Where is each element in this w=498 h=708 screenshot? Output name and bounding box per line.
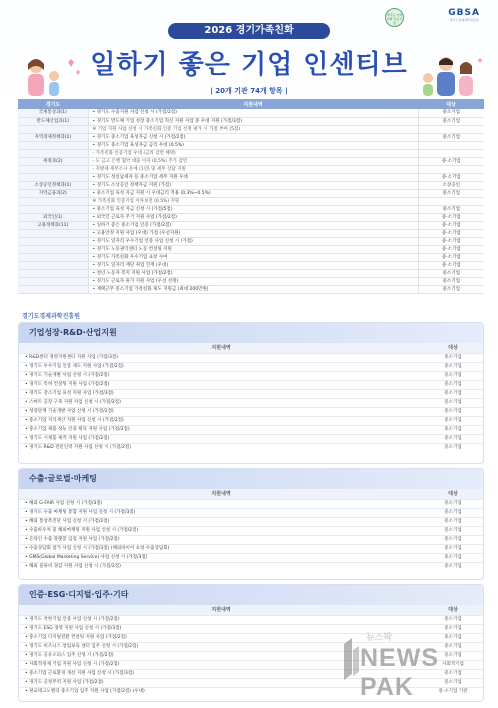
item-text: • 경기도 공정무역 지원 사업 (가점/2점) bbox=[25, 680, 104, 685]
list-item bbox=[19, 398, 483, 407]
row-item: • 외국인 근로자 주거 지원 사업 (가점/2점) bbox=[88, 213, 418, 221]
item-target: 중소기업 bbox=[444, 436, 462, 441]
family-illustration-right bbox=[408, 52, 488, 102]
item-text: • 경기도 수출 마케팅 통합 지원 사업 신청 시 (가점/3점) bbox=[25, 510, 136, 515]
list-item bbox=[19, 615, 483, 624]
row-agency bbox=[18, 277, 88, 285]
row-agency bbox=[18, 141, 88, 149]
row-target: 중·소기업 bbox=[418, 261, 484, 269]
list-item bbox=[19, 526, 483, 535]
row-target: 중소기업 bbox=[418, 269, 484, 277]
col-item: 지원내역 bbox=[211, 607, 231, 613]
panel-col-header bbox=[19, 343, 483, 353]
list-item bbox=[19, 508, 483, 517]
table-row bbox=[18, 165, 484, 173]
row-target bbox=[418, 125, 484, 133]
panel-rnd bbox=[18, 322, 484, 464]
list-item bbox=[19, 362, 483, 371]
row-item: • 일하기 좋은 중소기업 인증 (가점/2점) bbox=[88, 221, 418, 229]
row-agency bbox=[18, 173, 88, 181]
item-text: • 경기도 공유오피스 입주 신청 시 (가점/2점) bbox=[25, 653, 114, 658]
table-row bbox=[18, 197, 484, 205]
newspak-watermark bbox=[342, 626, 492, 701]
item-text: • 판교테크노밸리 중소기업 입주 지원 사업 (가점/2점) (우대) bbox=[25, 689, 145, 694]
panel-col-header bbox=[19, 605, 483, 615]
row-agency bbox=[18, 261, 88, 269]
row-item: • 중소기업 육성 자금 지원 시 우대금리 적용 (0.3%~0.5%) bbox=[88, 189, 418, 197]
list-item bbox=[19, 407, 483, 416]
row-item: - 가족친화 인증기업 우대 (금리 감면 혜택) bbox=[88, 149, 418, 157]
item-target: 중소기업 bbox=[444, 391, 462, 396]
list-item bbox=[19, 425, 483, 434]
row-item: • 경기도 중소기업 육성자금 신청 시 (가점/2점) bbox=[88, 133, 418, 141]
row-agency bbox=[18, 285, 88, 293]
family-illustration-left bbox=[18, 52, 88, 102]
row-agency bbox=[18, 165, 88, 173]
list-item bbox=[19, 443, 483, 452]
row-item: • 청년 노동자 복지 지원 사업 (가점/2점) bbox=[88, 269, 418, 277]
table-row bbox=[18, 149, 484, 157]
item-target: 중소기업 bbox=[444, 671, 462, 676]
row-item: • 경기도 근로자 휴가 지원 사업 (우선 선정) bbox=[88, 277, 418, 285]
item-target: 중소기업 bbox=[444, 418, 462, 423]
list-item bbox=[19, 353, 483, 362]
col-item: 지원내역 bbox=[211, 345, 231, 351]
table-row bbox=[18, 181, 484, 189]
row-target: 중·소기업 bbox=[418, 245, 484, 253]
table-row bbox=[18, 133, 484, 141]
row-target bbox=[418, 165, 484, 173]
item-text: • 성장단계 기술개발 사업 신청 시 (가점/2점) bbox=[25, 409, 114, 414]
row-agency bbox=[18, 149, 88, 157]
item-target: 중소기업 bbox=[444, 382, 462, 387]
row-target: 중소기업 bbox=[418, 189, 484, 197]
list-item bbox=[19, 416, 483, 425]
item-text: • 스마트 공장 구축 지원 사업 신청 시 (가점/2점) bbox=[25, 400, 121, 405]
table-row bbox=[18, 189, 484, 197]
item-target: 중소기업 bbox=[444, 635, 462, 640]
table-row bbox=[18, 157, 484, 165]
row-item: • 경기도 일자리 재단 취업 연계 (우대) bbox=[88, 261, 418, 269]
row-target: 중·소기업 bbox=[418, 253, 484, 261]
row-agency: 소상공인정책과(1) bbox=[18, 181, 88, 189]
item-text: • 경기도 ESG 경영 지원 사업 신청 시 (가점/3점) bbox=[25, 626, 122, 631]
row-target: 중소기업 bbox=[418, 117, 484, 125]
item-text: • 경기도 우수기업 인증 제도 지원 사업 (가점/2점) bbox=[25, 364, 124, 369]
row-target: 중소기업 bbox=[418, 133, 484, 141]
row-target: 중소기업 bbox=[418, 205, 484, 213]
item-text: • 경기도 강소기업 육성 지원 사업 (가점/3점) bbox=[25, 391, 114, 396]
row-item: • 경기도 가족친화 우수기업 표창 수여 bbox=[88, 253, 418, 261]
agency-label: 경기도경제과학진흥원 bbox=[22, 313, 80, 320]
item-text: • 해외 G-FAIR 사업 신청 시 (가점/3점) bbox=[25, 501, 103, 506]
item-target: 중소기업 bbox=[444, 644, 462, 649]
row-agency: 반도체산업과(1) bbox=[18, 117, 88, 125]
row-item: • 경기도 노동권익센터 노동 컨설팅 지원 bbox=[88, 245, 418, 253]
item-target: 사회적기업 bbox=[442, 662, 464, 667]
col-header-target: 대상 bbox=[418, 99, 484, 109]
gbsa-logo bbox=[448, 8, 480, 22]
row-agency bbox=[18, 205, 88, 213]
row-item: - 도 금고 은행 협약 대출 이자 (0.5%) 추가 감면 bbox=[88, 157, 418, 165]
row-agency bbox=[18, 237, 88, 245]
row-agency bbox=[18, 229, 88, 237]
item-target: 중소기업 bbox=[444, 537, 462, 542]
row-target: 중소기업 bbox=[418, 109, 484, 117]
table-row bbox=[18, 269, 484, 277]
row-item: • 재택근무 중소기업 가족친화 제도 지원금 (최대 200만원) bbox=[88, 285, 418, 293]
item-target: 중소기업 bbox=[444, 409, 462, 414]
row-agency bbox=[18, 125, 88, 133]
item-text: • 경기도 특허 컨설팅 지원 사업 (가점/2점) bbox=[25, 382, 110, 387]
col-target: 대상 bbox=[448, 607, 458, 613]
item-text: • 경기도 R&D 전문인력 지원 사업 신청 시 (가점/2점) bbox=[25, 445, 131, 450]
item-target: 중소기업 bbox=[444, 617, 462, 622]
row-item: - 지방세 세무조사 유예 (1년) 및 세무 상담 지원 bbox=[88, 165, 418, 173]
item-text: • 중소기업 제품 성능 인증 획득 지원 사업 (가점/2점) bbox=[25, 427, 130, 432]
table-row bbox=[18, 221, 484, 229]
item-target: 중소기업 bbox=[444, 373, 462, 378]
table-row bbox=[18, 261, 484, 269]
item-target: 중소기업 bbox=[444, 528, 462, 533]
year-badge: 2026 경기가족친화 bbox=[168, 23, 330, 39]
item-text: • 경기도 착한기업 인증 사업 신청 시 (가점/2점) bbox=[25, 617, 120, 622]
row-agency: 고용정책과(11) bbox=[18, 221, 88, 229]
logo-text: GBSA bbox=[448, 8, 480, 18]
item-target: 중소기업 bbox=[444, 355, 462, 360]
item-text: • 온라인 수출 플랫폼 입점 지원 사업 (가점/2점) bbox=[25, 537, 120, 542]
list-item bbox=[19, 544, 483, 553]
table-row bbox=[18, 237, 484, 245]
item-target: 중소기업 bbox=[444, 564, 462, 569]
table-row bbox=[18, 205, 484, 213]
row-target: 중소기업 bbox=[418, 277, 484, 285]
row-target: 중·소기업 bbox=[418, 229, 484, 237]
watermark-top-text: 뉴스팍 bbox=[366, 633, 393, 643]
row-agency: 국제통상과(1) bbox=[18, 109, 88, 117]
table-row bbox=[18, 285, 484, 293]
row-agency bbox=[18, 269, 88, 277]
row-agency bbox=[18, 245, 88, 253]
item-target: 중소기업 bbox=[444, 501, 462, 506]
page-subtitle: | 20개 기관 74개 항목 | bbox=[210, 87, 288, 95]
col-target: 대상 bbox=[448, 345, 458, 351]
row-agency bbox=[18, 253, 88, 261]
item-text: • 경기도 비즈니스 창업보육 센터 입주 신청 시 (가점/2점) bbox=[25, 644, 139, 649]
row-agency: 지역경제정책과(1) bbox=[18, 133, 88, 141]
row-item: • 경기도 수출지원 사업 신청 시 (가점/2점) bbox=[88, 109, 418, 117]
item-text: • 중소기업 근로환경 개선 지원 사업 신청 시 (가점/3점) bbox=[25, 671, 134, 676]
watermark-main-text: NEWS PAK bbox=[360, 644, 439, 701]
item-text: • 수출상담회 참가 사업 신청 시 (가점/3점) (해외바이어 초청 수출상담회) bbox=[25, 546, 170, 551]
panel-title: 인증·ESG·디지털·입주·기타 bbox=[19, 585, 483, 605]
panel-title: 수출·글로벌·마케팅 bbox=[19, 469, 483, 489]
list-item bbox=[19, 535, 483, 544]
row-target: 중·소기업 bbox=[418, 221, 484, 229]
table-row bbox=[18, 117, 484, 125]
row-target bbox=[418, 149, 484, 157]
col-item: 지원내역 bbox=[211, 491, 231, 497]
item-target: 중소기업 bbox=[444, 653, 462, 658]
row-target: 중·소기업 bbox=[418, 213, 484, 221]
row-item: • 경기도 일자리 우수기업 인증 사업 신청 시 (가점) bbox=[88, 237, 418, 245]
seal-text: 경기도 가족친화 인증기업 bbox=[386, 13, 403, 25]
item-text: • 중소기업 지식재산 지원 사업 신청 시 (가점/2점) bbox=[25, 418, 124, 423]
list-item bbox=[19, 389, 483, 398]
panel-rows bbox=[19, 353, 483, 452]
item-target: 중소기업 bbox=[444, 519, 462, 524]
row-item: • 경기도 반도체 기업 성장 중소기업 혁신 지원 사업 중 우대 지원 (가점/3점) bbox=[88, 117, 418, 125]
row-item: ※ 기업 지원 사업 신청 시 가족친화 인증 기업 선정 평가 시 가점 부여 (5점) bbox=[88, 125, 418, 133]
panel-export bbox=[18, 468, 484, 580]
item-text: • 사회적경제 기업 지원 사업 신청 시 (가점/2점) bbox=[25, 662, 120, 667]
table-row bbox=[18, 173, 484, 181]
item-target: 중소기업 bbox=[444, 546, 462, 551]
item-text: • R&D센터 경영지원센터 지원 사업 (가점/3점) bbox=[25, 355, 119, 360]
row-target: 중·소기업 bbox=[418, 173, 484, 181]
row-item: • 경기도 성실납세자 등 중소기업 세무 지원 우대 bbox=[88, 173, 418, 181]
item-target: 중소기업 bbox=[444, 510, 462, 515]
family-friendly-seal bbox=[385, 8, 404, 27]
panel-col-header bbox=[19, 489, 483, 499]
table-row bbox=[18, 245, 484, 253]
item-target: 중·소기업 기관 bbox=[438, 689, 468, 694]
item-target: 중소기업 bbox=[444, 626, 462, 631]
row-agency bbox=[18, 197, 88, 205]
row-target bbox=[418, 197, 484, 205]
item-text: • 수출바우처 및 해외마케팅 지원 사업 신청 시 (가점/2점) bbox=[25, 528, 139, 533]
row-item: • 중소기업 육성 자금 신청 시 (가점/5점) bbox=[88, 205, 418, 213]
col-target: 대상 bbox=[448, 491, 458, 497]
row-agency: 지역금융과(2) bbox=[18, 189, 88, 197]
col-header-agency: 경기도 bbox=[18, 99, 88, 109]
item-text: • 중소기업 디지털전환 컨설팅 지원 사업 (가점/2점) bbox=[25, 635, 127, 640]
item-target: 중소기업 bbox=[444, 364, 462, 369]
gyeonggi-incentive-table bbox=[18, 99, 484, 294]
list-item bbox=[19, 553, 483, 562]
item-target: 중소기업 bbox=[444, 555, 462, 560]
item-text: • 해외 물류비 경감 지원 사업 신청 시 (가점/2점) bbox=[25, 564, 121, 569]
item-target: 중소기업 bbox=[444, 445, 462, 450]
table-row bbox=[18, 229, 484, 237]
row-item: • 경기도 소상공인 정책자금 지원 (가점) bbox=[88, 181, 418, 189]
logo-subtext: 경기도경제과학진흥원 bbox=[449, 18, 479, 22]
list-item bbox=[19, 499, 483, 508]
list-item bbox=[19, 371, 483, 380]
item-target: 중소기업 bbox=[444, 427, 462, 432]
table-row bbox=[18, 253, 484, 261]
table-row bbox=[18, 125, 484, 133]
row-target bbox=[418, 141, 484, 149]
row-target: 중소기업 bbox=[418, 285, 484, 293]
list-item bbox=[19, 562, 483, 571]
table-row bbox=[18, 213, 484, 221]
item-target: 중소기업 bbox=[444, 400, 462, 405]
list-item bbox=[19, 380, 483, 389]
item-text: • GMS(Global Marketing Service) 사업 신청 시 (가점/3점) bbox=[25, 555, 148, 560]
row-item: • 경기도 중소기업 육성자금 금리 우대 (0.5%) bbox=[88, 141, 418, 149]
panel-rows bbox=[19, 499, 483, 571]
item-text: • 해외 통상촉진단 사업 신청 시 (가점/2점) bbox=[25, 519, 110, 524]
row-target: 중·소기업 bbox=[418, 237, 484, 245]
row-item: ※ 가족친화 인증기업 이차보전 (0.5%) 지원 bbox=[88, 197, 418, 205]
table-row bbox=[18, 141, 484, 149]
item-text: • 경기도 시제품 제작 지원 사업 (가점/2점) bbox=[25, 436, 110, 441]
watermark-mark-icon bbox=[342, 636, 360, 682]
list-item bbox=[19, 434, 483, 443]
table-row bbox=[18, 109, 484, 117]
table-row bbox=[18, 277, 484, 285]
row-agency: 외국인(1) bbox=[18, 213, 88, 221]
col-header-item: 지원내역 bbox=[88, 99, 418, 109]
item-text: • 경기도 기술개발 사업 신청 시 (가점/2점) bbox=[25, 373, 110, 378]
row-agency: 세정과(2) bbox=[18, 157, 88, 165]
panel-title: 기업성장·R&D·산업지원 bbox=[19, 323, 483, 343]
row-target: 중·소기업 bbox=[418, 157, 484, 165]
item-target: 중소기업 bbox=[444, 680, 462, 685]
row-item: • 고용안정 지원 사업 (우대) 가점 (우선지원) bbox=[88, 229, 418, 237]
row-target: 소상공인 bbox=[418, 181, 484, 189]
list-item bbox=[19, 517, 483, 526]
page-title: 일하기 좋은 기업 인센티브 bbox=[90, 50, 408, 80]
